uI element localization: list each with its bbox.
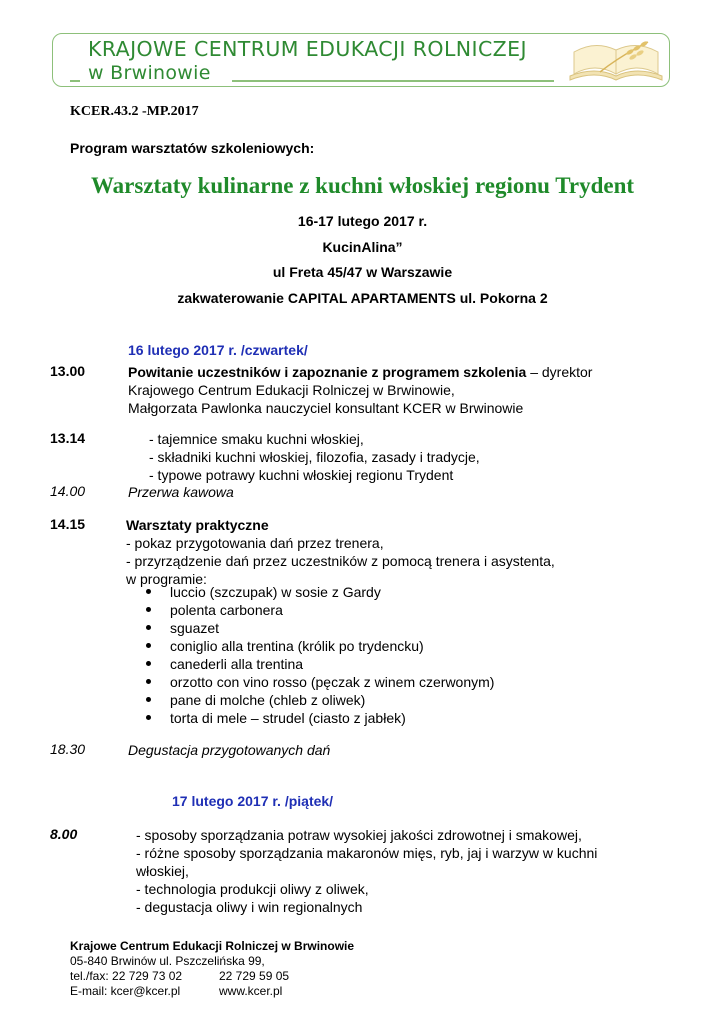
- event-lodging: zakwaterowanie CAPITAL APARTAMENTS ul. Pokorna 2: [177, 290, 548, 306]
- bullet-icon: [146, 589, 151, 594]
- page-title: Warsztaty kulinarne z kuchni włoskiej regionu Trydent: [90, 173, 635, 198]
- session-title: Powitanie uczestników i zapoznanie z programem szkolenia: [128, 364, 527, 380]
- session-time: 13.14: [50, 430, 86, 446]
- bullet-icon: [146, 625, 151, 630]
- footer-contacts: [70, 984, 354, 999]
- footer-phones: [70, 969, 354, 984]
- topic-item: - składniki kuchni włoskiej, filozofia, zasady i tradycje,: [149, 449, 480, 465]
- event-dates: 16-17 lutego 2017 r.: [297, 213, 428, 229]
- footer-address: 05-840 Brwinów ul. Pszczelińska 99,: [70, 954, 265, 968]
- session-desc-line: Krajowego Centrum Edukacji Rolniczej w Brwinowie,: [128, 382, 455, 398]
- footer-website[interactable]: www.kcer.pl: [219, 984, 283, 998]
- topic-item: - tajemnice smaku kuchni włoskiej,: [149, 431, 364, 447]
- footer-email[interactable]: E-mail: kcer@kcer.pl: [70, 984, 181, 998]
- tasting-label: Degustacja przygotowanych dań: [128, 742, 331, 758]
- day1-heading: 16 lutego 2017 r. /czwartek/: [128, 342, 308, 358]
- open-book-wheat-icon: [560, 36, 672, 86]
- session-desc: – dyrektor: [526, 364, 593, 380]
- session-topics: [149, 430, 480, 484]
- footer-phone-2: 22 729 59 05: [219, 969, 290, 983]
- tasting-time: 18.30: [50, 741, 86, 757]
- letterhead-tick: [70, 80, 80, 82]
- session-desc-line: - pokaz przygotowania dań przez trenera,: [126, 535, 384, 551]
- session-time: 8.00: [50, 826, 78, 842]
- session-time: 14.15: [50, 516, 86, 532]
- footer: [70, 939, 354, 999]
- topic-item: - degustacja oliwy i win regionalnych: [136, 899, 363, 915]
- org-location: w Brwinowie: [88, 62, 211, 84]
- topic-item: - sposoby sporządzania potraw wysokiej jakości zdrowotnej i smakowej,: [136, 827, 582, 843]
- topic-item: - typowe potrawy kuchni włoskiej regionu Trydent: [149, 467, 454, 483]
- session-desc-line: w programie:: [126, 571, 207, 587]
- bullet-icon: [146, 607, 151, 612]
- session-welcome: [128, 363, 592, 417]
- break-label: Przerwa kawowa: [128, 484, 234, 500]
- session-title: Warsztaty praktyczne: [126, 517, 269, 533]
- topic-item: - różne sposoby sporządzania makaronów mięs, ryb, jaj i warzyw w kuchni: [136, 845, 598, 861]
- session-time: 13.00: [50, 363, 86, 379]
- footer-org: Krajowe Centrum Edukacji Rolniczej w Brwinowie: [70, 939, 355, 953]
- program-label: Program warsztatów szkoleniowych:: [70, 140, 315, 156]
- session-desc-line: - przyrządzenie dań przez uczestników z pomocą trenera i asystenta,: [126, 553, 555, 569]
- bullet-icon: [146, 679, 151, 684]
- event-venue: KucinAlina”: [322, 239, 403, 255]
- session-day2: [136, 826, 597, 916]
- event-address: ul Freta 45/47 w Warszawie: [272, 264, 453, 280]
- session-workshop: [126, 516, 555, 588]
- org-name: KRAJOWE CENTRUM EDUKACJI ROLNICZEJ: [88, 37, 527, 61]
- topic-item: włoskiej,: [136, 863, 189, 879]
- bullet-icon: [146, 697, 151, 702]
- topic-item: - technologia produkcji oliwy z oliwek,: [136, 881, 369, 897]
- document-code: KCER.43.2 -MP.2017: [70, 104, 199, 119]
- session-desc-line: Małgorzata Pawlonka nauczyciel konsultant KCER w Brwinowie: [128, 400, 524, 416]
- bullet-icon: [146, 661, 151, 666]
- letterhead-underline: [232, 80, 554, 82]
- break-time: 14.00: [50, 483, 86, 499]
- day2-heading: 17 lutego 2017 r. /piątek/: [172, 793, 334, 809]
- footer-phone: tel./fax: 22 729 73 02: [70, 969, 183, 983]
- bullet-icon: [146, 643, 151, 648]
- bullet-icon: [146, 715, 151, 720]
